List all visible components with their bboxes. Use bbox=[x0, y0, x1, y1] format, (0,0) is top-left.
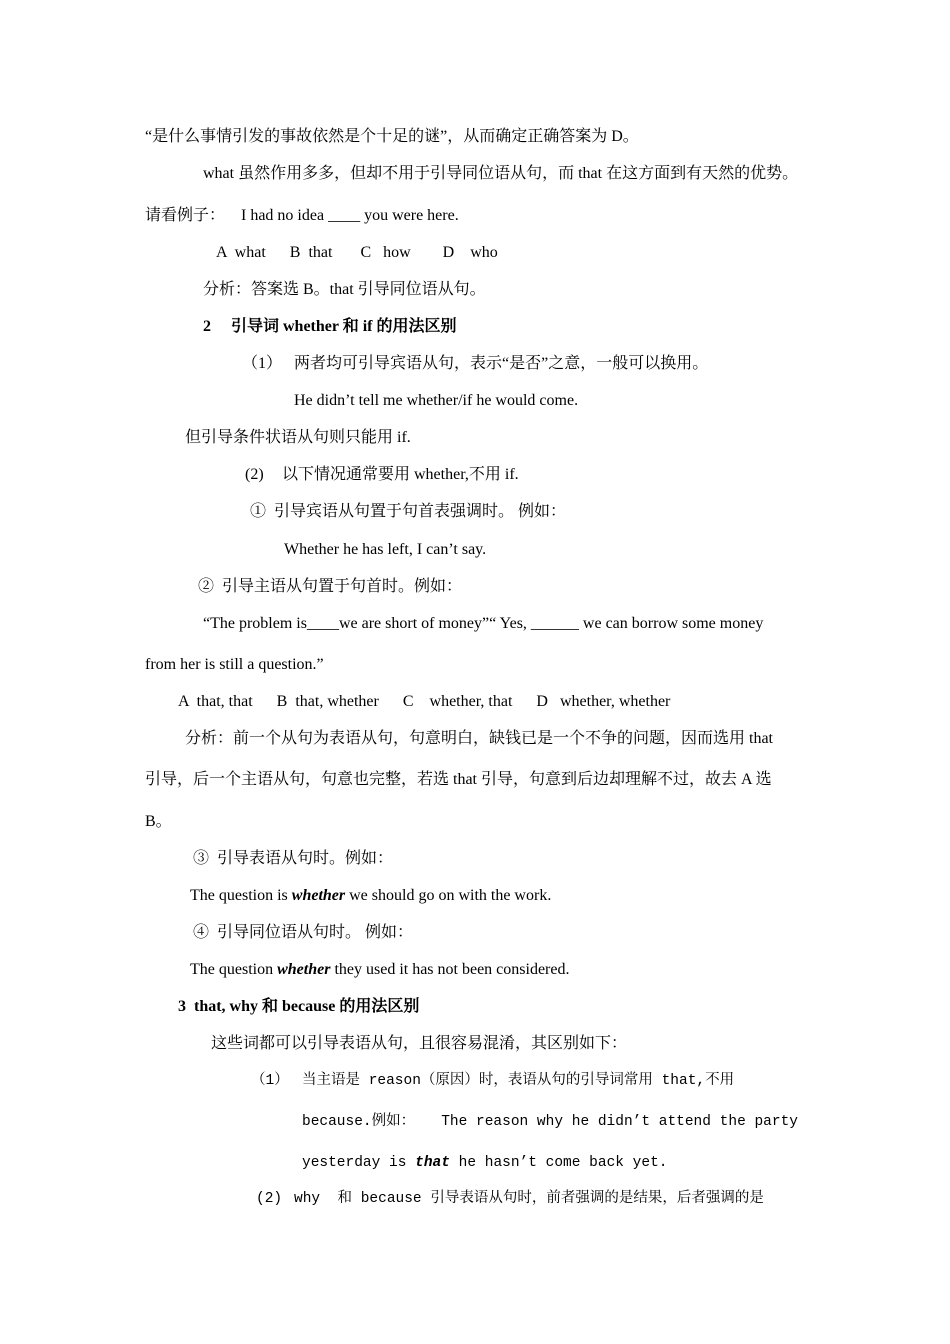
analysis-line: 引导，后一个主语从句，句意也完整，若选 that 引导，句意到后边却理解不过，故去 A 选 bbox=[145, 771, 772, 788]
analysis-line: 分析：前一个从句为表语从句，句意明白，缺钱已是一个不争的问题，因而选用 that bbox=[185, 730, 773, 747]
paragraph-line: 以下情况通常要用 whether,不用 if. bbox=[282, 466, 519, 483]
section-heading: 2 引导词 whether 和 if 的用法区别 bbox=[203, 318, 457, 335]
example-sentence: from her is still a question.” bbox=[145, 656, 324, 673]
list-number: （1） bbox=[242, 355, 283, 372]
example-sentence bbox=[190, 960, 569, 980]
example-sentence: “The problem is____we are short of money”“ Yes, ______ we can borrow some money bbox=[203, 615, 764, 632]
example-sentence bbox=[190, 886, 551, 906]
emphasis: whether bbox=[291, 887, 346, 904]
text-run: we should go on with the work. bbox=[345, 887, 552, 904]
text-run: The question bbox=[190, 961, 278, 978]
section-heading: 3 that, why 和 because 的用法区别 bbox=[178, 998, 420, 1015]
example-sentence: because.例如： The reason why he didn’t attend the party bbox=[302, 1114, 798, 1130]
example-sentence: He didn’t tell me whether/if he would come. bbox=[294, 392, 579, 409]
paragraph-line: ④ 引导同位语从句时。 例如： bbox=[193, 924, 414, 941]
list-number: (2) bbox=[256, 1191, 283, 1207]
paragraph-line: ③ 引导表语从句时。例如： bbox=[193, 850, 394, 867]
example-sentence bbox=[302, 1153, 667, 1173]
list-number: （1） bbox=[251, 1073, 289, 1089]
text-run: yesterday is bbox=[302, 1155, 416, 1171]
example-sentence: Whether he has left, I can’t say. bbox=[284, 541, 487, 558]
emphasis: whether bbox=[277, 961, 331, 978]
paragraph-line: 请看例子： I had no idea ____ you were here. bbox=[145, 207, 459, 224]
answer-options: A what B that C how D who bbox=[216, 244, 498, 261]
text-run: he hasn’t come back yet. bbox=[449, 1155, 668, 1171]
paragraph-line: ② 引导主语从句置于句首时。例如： bbox=[198, 578, 463, 595]
text-run: they used it has not been considered. bbox=[330, 961, 570, 978]
list-number: (2) bbox=[245, 466, 264, 483]
paragraph-line: 两者均可引导宾语从句，表示“是否”之意，一般可以换用。 bbox=[294, 355, 709, 372]
emphasis: that bbox=[415, 1155, 450, 1171]
paragraph-line: “是什么事情引发的事故依然是个十足的谜”，从而确定正确答案为 D。 bbox=[145, 128, 639, 145]
paragraph-line: what 虽然作用多多，但却不用于引导同位语从句，而 that 在这方面到有天然的优势。 bbox=[203, 165, 799, 182]
text-run: The question is bbox=[190, 887, 292, 904]
analysis-line: 分析：答案选 B。that 引导同位语从句。 bbox=[203, 281, 486, 298]
paragraph-line: 当主语是 reason（原因）时，表语从句的引导词常用 that,不用 bbox=[302, 1073, 735, 1089]
paragraph-line: why 和 because 引导表语从句时，前者强调的是结果，后者强调的是 bbox=[294, 1191, 764, 1207]
paragraph-line: 这些词都可以引导表语从句，且很容易混淆，其区别如下： bbox=[211, 1035, 628, 1052]
answer-options: A that, that B that, whether C whether, that D whether, whether bbox=[178, 693, 671, 710]
paragraph-line: 但引导条件状语从句则只能用 if. bbox=[185, 429, 411, 446]
paragraph-line: ① 引导宾语从句置于句首表强调时。 例如： bbox=[250, 503, 567, 520]
analysis-line: B。 bbox=[145, 813, 172, 830]
